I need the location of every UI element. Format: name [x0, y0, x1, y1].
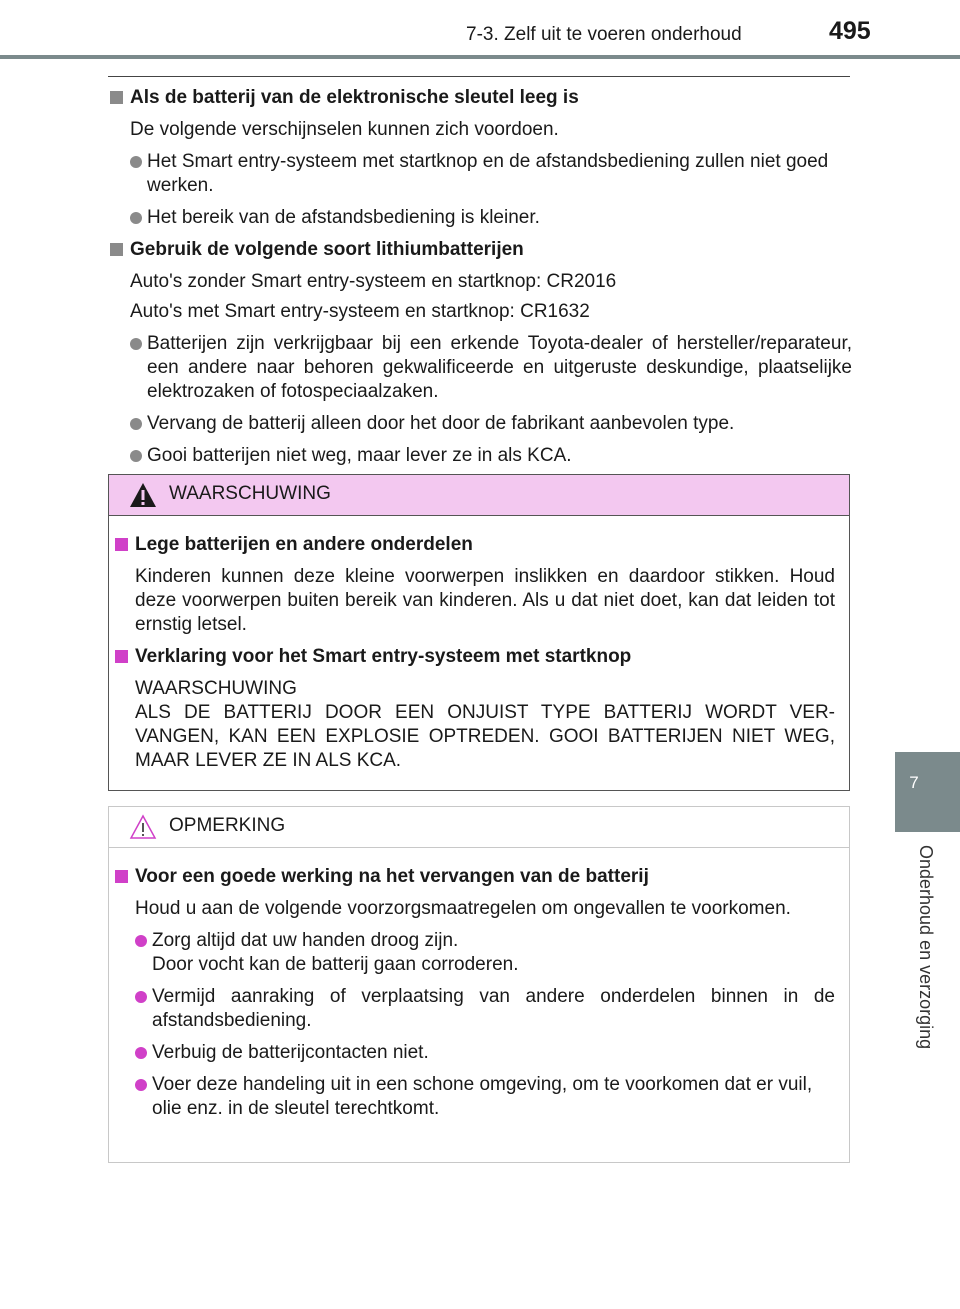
square-bullet-icon [115, 870, 128, 883]
list-item-text: Gooi batterijen niet weg, maar lever ze in als KCA. [147, 445, 572, 466]
warning-label: WAARSCHUWING [135, 678, 297, 699]
warning-heading [115, 533, 835, 557]
warning-header [109, 475, 849, 516]
list-item [135, 929, 835, 977]
circle-bullet-icon [130, 156, 142, 168]
section-heading-text: Als de batterij van de elektronische sleutel leeg is [130, 87, 579, 108]
list-item [130, 206, 852, 230]
section-heading-text: Gebruik de volgende soort lithiumbatterijen [130, 239, 524, 260]
warning-text: ALS DE BATTERIJ DOOR EEN ONJUIST TYPE BATTERIJ WORDT VERVANGEN, KAN EEN EXPLOSIE OPTREDEN. GOOI BATTERIJEN NIET WEG, MAAR LEVER ZE IN ALS KCA. [135, 702, 835, 771]
caution-triangle-icon [129, 814, 157, 840]
notice-intro: Houd u aan de volgende voorzorgsmaatregelen om ongevallen te voorkomen. [135, 898, 791, 919]
list-item [135, 1073, 835, 1121]
circle-bullet-icon [135, 935, 147, 947]
list-item [130, 150, 852, 198]
warning-heading [115, 645, 835, 669]
warning-triangle-icon [129, 482, 157, 508]
square-bullet-icon [110, 243, 123, 256]
warning-heading-text: Verklaring voor het Smart entry-systeem met startknop [135, 646, 632, 667]
header-bar [0, 55, 960, 59]
list-item-text: Vervang de batterij alleen door het door de fabrikant aanbevolen type. [147, 413, 735, 434]
section-line: Auto's zonder Smart entry-systeem en startknop: CR2016 [130, 271, 617, 292]
section-heading [110, 238, 852, 262]
warning-title: WAARSCHUWING [169, 483, 331, 504]
square-bullet-icon [115, 650, 128, 663]
square-bullet-icon [110, 91, 123, 104]
content-divider [108, 76, 850, 77]
notice-header [109, 807, 849, 848]
list-item-text: Verbuig de batterijcontacten niet. [152, 1042, 429, 1063]
list-item-text: Het Smart entry-systeem met startknop en de afstandsbediening zullen niet goed werken. [147, 151, 829, 196]
list-item [135, 985, 835, 1033]
circle-bullet-icon [135, 991, 147, 1003]
list-item [130, 444, 852, 468]
notice-heading [115, 865, 835, 889]
circle-bullet-icon [130, 212, 142, 224]
chapter-label: Onderhoud en verzorging [916, 845, 936, 1050]
list-item [130, 412, 852, 436]
notice-box [108, 806, 850, 1163]
warning-box [108, 474, 850, 791]
main-content [110, 86, 852, 476]
list-item [130, 332, 852, 404]
circle-bullet-icon [135, 1047, 147, 1059]
notice-title: OPMERKING [169, 815, 286, 836]
section-line: Auto's met Smart entry-systeem en startknop: CR1632 [130, 301, 590, 322]
list-item-text: Vermijd aanraking of verplaatsing van andere onderdelen binnen in de afstandsbediening. [152, 986, 835, 1031]
section-heading [110, 86, 852, 110]
list-item [135, 1041, 835, 1065]
warning-heading-text: Lege batterijen en andere onderdelen [135, 534, 473, 555]
warning-text: Kinderen kunnen deze kleine voorwerpen inslikken en daardoor stikken. Houd deze voorwerpen buiten bereik van kinderen. Als u dat niet doet, kan dat leiden tot ernstig letsel. [135, 566, 835, 635]
list-item-text: Het bereik van de afstandsbediening is kleiner. [147, 207, 540, 228]
section-intro: De volgende verschijnselen kunnen zich voordoen. [130, 119, 559, 140]
circle-bullet-icon [130, 450, 142, 462]
page-number: 495 [829, 17, 871, 45]
circle-bullet-icon [135, 1079, 147, 1091]
square-bullet-icon [115, 538, 128, 551]
chapter-number: 7 [909, 773, 919, 792]
header-section-title: 7-3. Zelf uit te voeren onderhoud [466, 24, 742, 45]
list-item-text: Door vocht kan de batterij gaan corroderen. [152, 954, 519, 975]
notice-body [109, 848, 849, 1121]
notice-heading-text: Voor een goede werking na het vervangen van de batterij [135, 866, 649, 887]
list-item-text: Batterijen zijn verkrijgbaar bij een erkende Toyota-dealer of hersteller/reparateur, een andere naar behoren gekwalificeerde en uitgeruste deskundige, plaatselijke elektrozaken of fotospeciaalzaken. [147, 333, 852, 402]
circle-bullet-icon [130, 418, 142, 430]
list-item-text: Zorg altijd dat uw handen droog zijn. [152, 930, 459, 951]
warning-body [109, 516, 849, 773]
circle-bullet-icon [130, 338, 142, 350]
list-item-text: Voer deze handeling uit in een schone omgeving, om te voorkomen dat er vuil, olie enz. in de sleutel terechtkomt. [152, 1074, 813, 1119]
